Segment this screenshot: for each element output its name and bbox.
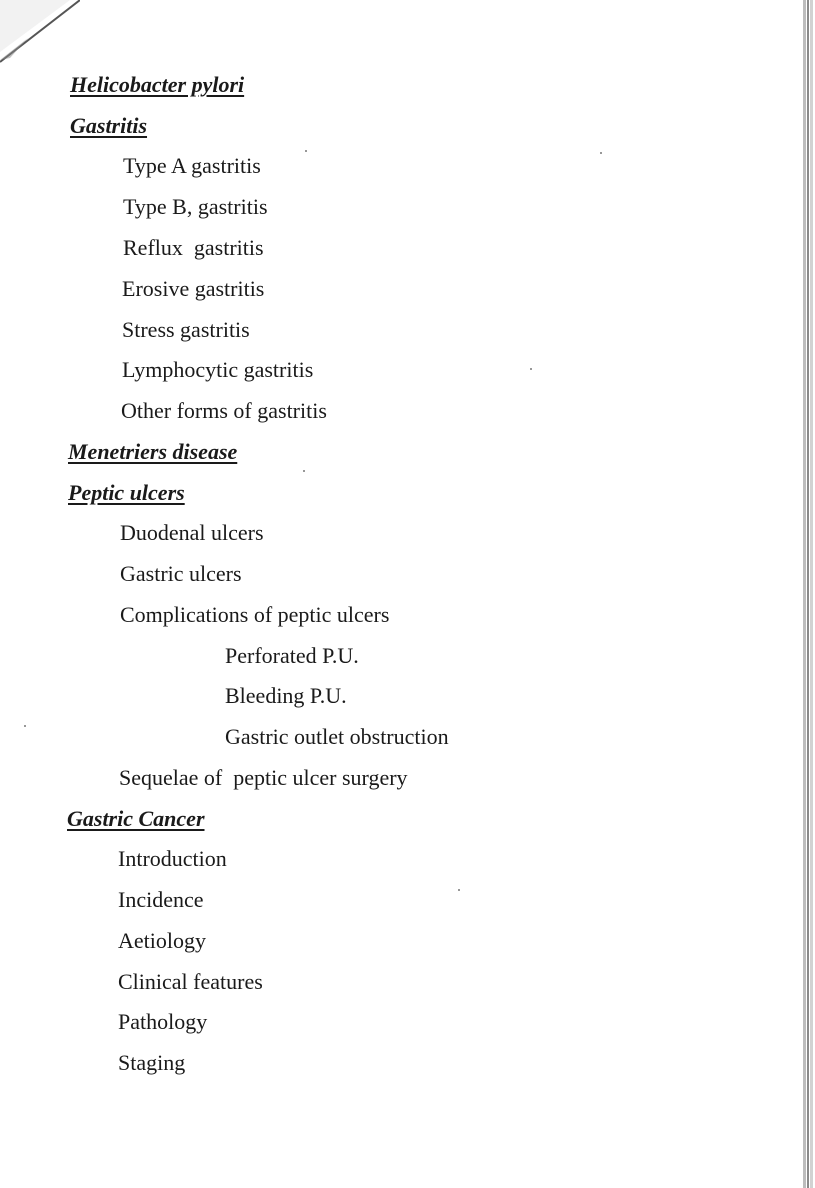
list-item: Duodenal ulcers: [120, 520, 264, 545]
scan-speck: [600, 152, 602, 154]
list-item: Type A gastritis: [123, 153, 261, 178]
scan-speck: [305, 150, 307, 152]
list-item: Pathology: [118, 1009, 208, 1034]
list-item: Other forms of gastritis: [121, 398, 327, 423]
list-item: Type B, gastritis: [123, 194, 268, 219]
list-item: Sequelae of peptic ulcer surgery: [119, 765, 408, 790]
scan-binding-edge: [785, 0, 815, 1188]
scan-speck: [303, 470, 305, 472]
list-item: Lymphocytic gastritis: [122, 357, 314, 382]
scan-speck: [458, 889, 460, 891]
section-heading-helicobacter: Helicobacter pylori: [70, 72, 245, 97]
list-item: Erosive gastritis: [122, 276, 265, 301]
list-item: Reflux gastritis: [123, 235, 264, 260]
list-item: Gastric ulcers: [120, 561, 242, 586]
section-heading-menetriers: Menetriers disease: [68, 439, 238, 464]
list-item: Clinical features: [118, 969, 263, 994]
section-heading-gastritis: Gastritis: [70, 113, 148, 138]
sub-list-item: Perforated P.U.: [225, 643, 359, 668]
page-corner-fold: [0, 0, 80, 70]
scan-speck: [24, 725, 26, 727]
sub-list-item: Gastric outlet obstruction: [225, 724, 449, 749]
list-item: Complications of peptic ulcers: [120, 602, 390, 627]
sub-list-item: Bleeding P.U.: [225, 683, 347, 708]
section-heading-peptic-ulcers: Peptic ulcers: [68, 480, 185, 505]
scan-speck: [530, 368, 532, 370]
list-item: Stress gastritis: [122, 317, 250, 342]
section-heading-gastric-cancer: Gastric Cancer: [67, 806, 205, 831]
list-item: Aetiology: [118, 928, 206, 953]
list-item: Introduction: [118, 846, 227, 871]
list-item: Incidence: [118, 887, 204, 912]
list-item: Staging: [118, 1050, 186, 1075]
